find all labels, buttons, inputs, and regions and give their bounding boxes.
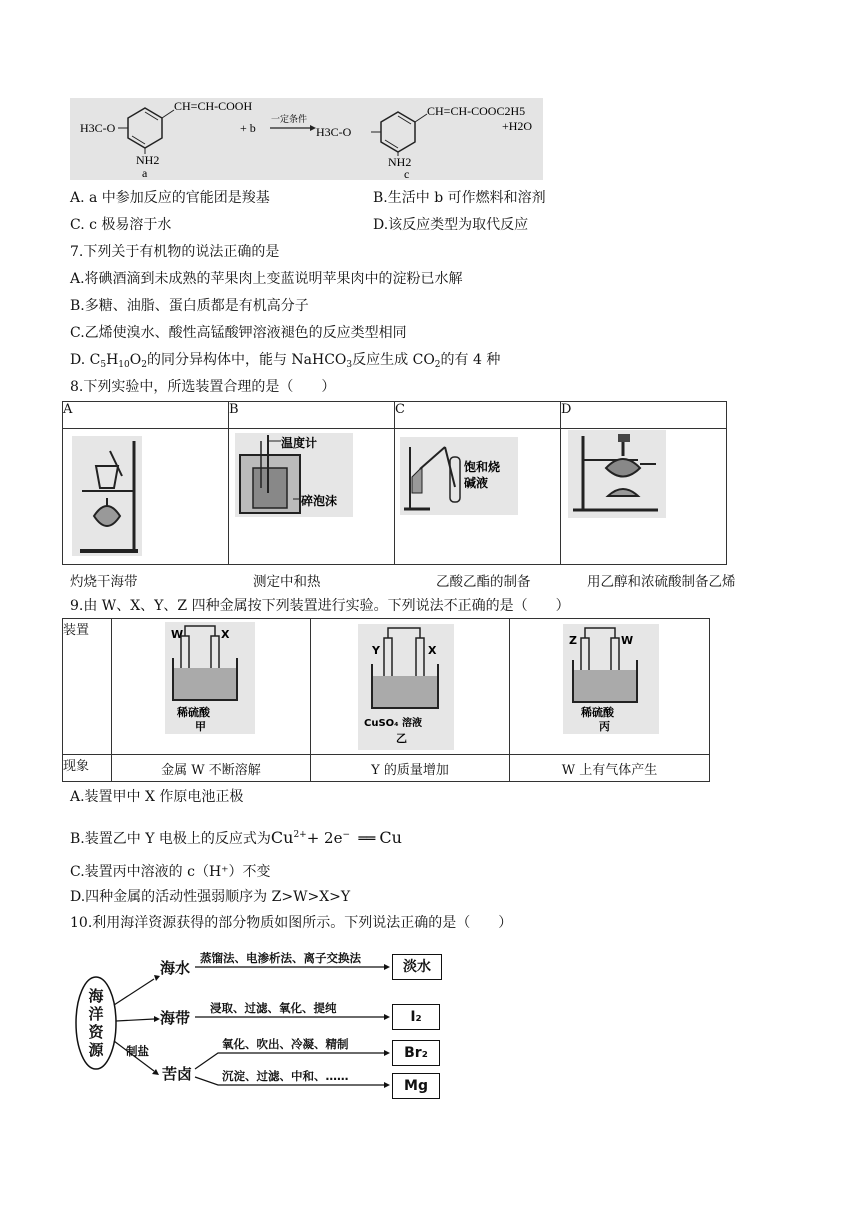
label-solution: 饱和烧碱液 (464, 460, 501, 490)
q8-header-b: B (229, 402, 395, 429)
q9-stem: 9.由 W、X、Y、Z 四种金属按下列装置进行实验。下列说法不正确的是（ ） (70, 598, 570, 614)
cell-bing-image (563, 624, 659, 734)
q9-option-d: D.四种金属的活动性强弱顺序为 Z>W>X>Y (70, 889, 351, 905)
q8-header-d: D (561, 402, 727, 429)
label-thermometer: 温度计 (281, 436, 318, 450)
q9-option-a: A.装置甲中 X 作原电池正极 (70, 789, 244, 805)
svg-text:Z: Z (569, 634, 577, 647)
q8-stem: 8.下列实验中，所选装置合理的是（ ） (70, 379, 336, 395)
q7-option-d: D. $C_5H_{10}O_2$的同分异构体中，能与 NaHCO$_3$反应生成 $CO_2$的有 4 种 (70, 352, 501, 370)
process-seawater: 蒸馏法、电渗析法、离子交换法 (200, 951, 361, 965)
q9-phenomenon-yi: Y 的质量增加 (311, 755, 510, 782)
q8-caption-d: 用乙醇和浓硫酸制备乙烯 (587, 574, 736, 590)
q9-option-b: B.装置乙中 Y 电极上的反应式为$Cu^{2+}+ 2e^-$ ══ Cu (70, 828, 402, 847)
reactant-methoxy: H3C-O (80, 121, 116, 135)
apparatus-d-image (568, 430, 666, 518)
svg-text:Y: Y (372, 644, 380, 657)
q8-caption-a: 灼烧干海带 (70, 574, 138, 590)
svg-text:CuSO₄ 溶液: CuSO₄ 溶液 (364, 718, 423, 729)
process-magnesium: 沉淀、过滤、中和、…… (222, 1069, 349, 1083)
q6-option-d: D.该反应类型为取代反应 (373, 217, 529, 233)
ocean-resources-diagram (70, 945, 470, 1105)
product-iodine: I₂ (392, 1004, 440, 1030)
ocean-resources-node: 海洋资源 (88, 987, 104, 1059)
reaction-condition: 一定条件 (271, 114, 308, 124)
svg-text:稀硫酸: 稀硫酸 (177, 706, 210, 719)
product-bromine: Br₂ (392, 1040, 440, 1066)
product-magnesium: Mg (392, 1073, 440, 1099)
q8-caption-b: 测定中和热 (253, 574, 321, 590)
q8-header-c: C (395, 402, 561, 429)
label-foam: 碎泡沫 (301, 494, 338, 508)
q6-option-c: C. c 极易溶于水 (70, 217, 172, 233)
reactant-label-a: a (142, 166, 148, 180)
q7-stem: 7.下列关于有机物的说法正确的是 (70, 244, 280, 260)
product-chain: CH=CH-COOC2H5 (427, 104, 526, 118)
cell-yi-image (358, 624, 454, 750)
q9-row-device-label: 装置 (63, 619, 112, 755)
q10-stem: 10.利用海洋资源获得的部分物质如图所示。下列说法正确的是（ ） (70, 915, 513, 931)
cell-jia-image (165, 622, 255, 734)
reaction-scheme-image (70, 98, 543, 180)
q6-option-a: A. a 中参加反应的官能团是羧基 (70, 190, 270, 206)
apparatus-b-image (235, 433, 353, 517)
product-fresh-water: 淡水 (392, 954, 442, 980)
reactant-amine: NH2 (136, 153, 160, 167)
product-label-c: c (404, 167, 410, 180)
svg-text:X: X (428, 644, 437, 657)
process-kelp: 浸取、过滤、氧化、提纯 (210, 1001, 337, 1015)
q6-option-b: B.生活中 b 可作燃料和溶剂 (373, 190, 546, 206)
svg-text:甲: 甲 (195, 720, 206, 733)
svg-text:稀硫酸: 稀硫酸 (581, 706, 614, 719)
q7-option-a: A.将碘酒滴到未成熟的苹果肉上变蓝说明苹果肉中的淀粉已水解 (70, 271, 463, 287)
process-bromine: 氧化、吹出、冷凝、精制 (222, 1037, 349, 1051)
product-water: +H2O (502, 119, 533, 133)
svg-text:W: W (621, 634, 634, 647)
q8-header-a: A (63, 402, 229, 429)
label-salt: 制盐 (126, 1044, 149, 1058)
node-seawater: 海水 (160, 959, 191, 977)
svg-text:乙: 乙 (396, 732, 407, 745)
q9-row-phenomenon-label: 现象 (63, 755, 112, 782)
reactant-chain: CH=CH-COOH (174, 99, 253, 113)
node-kelp: 海带 (160, 1009, 191, 1027)
svg-text:X: X (221, 628, 230, 641)
q9-option-c: C.装置丙中溶液的 c（H⁺）不变 (70, 864, 271, 880)
product-methoxy: H3C-O (316, 125, 352, 139)
apparatus-c-image (400, 437, 518, 515)
q9-phenomenon-bing: W 上有气体产生 (510, 755, 710, 782)
reactant-plus-b: + b (240, 121, 256, 135)
q8-caption-c: 乙酸乙酯的制备 (436, 574, 531, 590)
product-amine: NH2 (388, 155, 412, 169)
q7-option-b: B.多糖、油脂、蛋白质都是有机高分子 (70, 298, 309, 314)
apparatus-a-image (72, 436, 142, 556)
node-bittern: 苦卤 (162, 1065, 193, 1083)
svg-text:丙: 丙 (599, 720, 610, 733)
q9-phenomenon-jia: 金属 W 不断溶解 (112, 755, 311, 782)
svg-text:W: W (171, 628, 184, 641)
q7-option-c: C.乙烯使溴水、酸性高锰酸钾溶液褪色的反应类型相同 (70, 325, 407, 341)
